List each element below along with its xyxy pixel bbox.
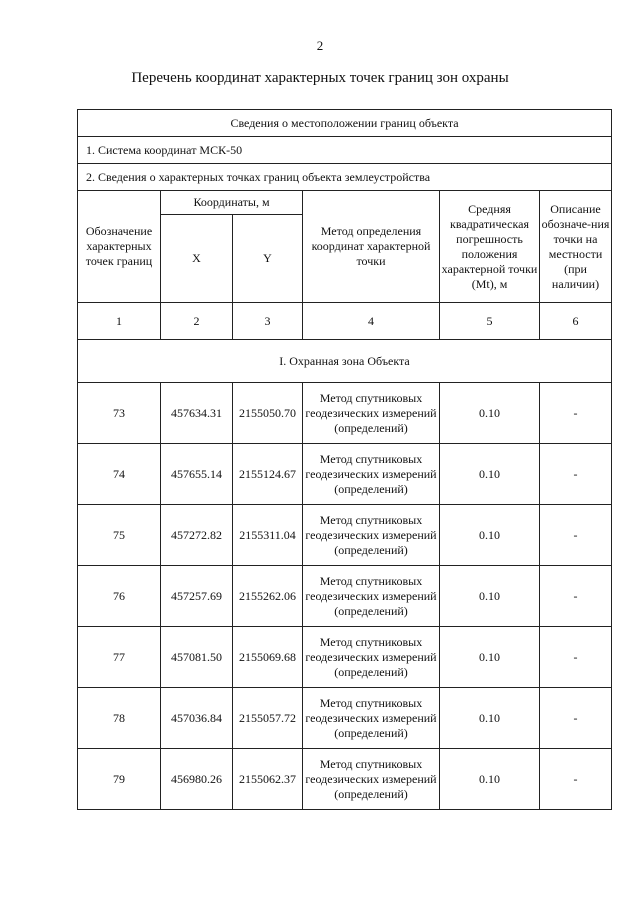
y-coordinate-cell: 2155311.04 — [233, 505, 303, 566]
y-coordinate-cell: 2155069.68 — [233, 627, 303, 688]
point-cell: 75 — [78, 505, 161, 566]
info-coord-system-cell: 1. Система координат МСК-50 — [78, 137, 612, 164]
x-coordinate-cell: 456980.26 — [161, 749, 233, 810]
info-row-coord-system — [78, 137, 612, 164]
column-number: 1 — [78, 303, 161, 340]
table-row — [78, 627, 612, 688]
column-numbers-row — [78, 303, 612, 340]
info-points-cell: 2. Сведения о характерных точках границ объекта землеустройства — [78, 164, 612, 191]
error-cell: 0.10 — [440, 383, 540, 444]
y-coordinate-cell: 2155050.70 — [233, 383, 303, 444]
point-cell: 74 — [78, 444, 161, 505]
x-coordinate-cell: 457257.69 — [161, 566, 233, 627]
header-x: X — [161, 215, 233, 303]
point-cell: 78 — [78, 688, 161, 749]
description-cell: - — [540, 444, 612, 505]
header-method: Метод определения координат характерной точки — [303, 191, 440, 303]
info-row-location — [78, 110, 612, 137]
error-cell: 0.10 — [440, 627, 540, 688]
header-row — [78, 191, 612, 215]
x-coordinate-cell: 457634.31 — [161, 383, 233, 444]
method-cell: Метод спутниковых геодезических измерений (определений) — [303, 688, 440, 749]
table-row — [78, 505, 612, 566]
description-cell: - — [540, 688, 612, 749]
point-cell: 77 — [78, 627, 161, 688]
error-cell: 0.10 — [440, 505, 540, 566]
description-cell: - — [540, 383, 612, 444]
coordinates-table — [77, 109, 612, 810]
description-cell: - — [540, 505, 612, 566]
y-coordinate-cell: 2155062.37 — [233, 749, 303, 810]
column-number: 2 — [161, 303, 233, 340]
point-cell: 79 — [78, 749, 161, 810]
table-row — [78, 688, 612, 749]
method-cell: Метод спутниковых геодезических измерений (определений) — [303, 627, 440, 688]
point-cell: 73 — [78, 383, 161, 444]
error-cell: 0.10 — [440, 688, 540, 749]
info-location-cell: Сведения о местоположении границ объекта — [78, 110, 612, 137]
y-coordinate-cell: 2155124.67 — [233, 444, 303, 505]
error-cell: 0.10 — [440, 444, 540, 505]
error-cell: 0.10 — [440, 566, 540, 627]
point-cell: 76 — [78, 566, 161, 627]
page-number: 2 — [316, 38, 324, 53]
table-row — [78, 444, 612, 505]
info-row-points — [78, 164, 612, 191]
column-number: 5 — [440, 303, 540, 340]
column-number: 6 — [540, 303, 612, 340]
method-cell: Метод спутниковых геодезических измерений (определений) — [303, 505, 440, 566]
section-title: I. Охранная зона Объекта — [78, 340, 612, 383]
x-coordinate-cell: 457272.82 — [161, 505, 233, 566]
x-coordinate-cell: 457655.14 — [161, 444, 233, 505]
header-y: Y — [233, 215, 303, 303]
table-row — [78, 566, 612, 627]
description-cell: - — [540, 749, 612, 810]
column-number: 3 — [233, 303, 303, 340]
table-row — [78, 383, 612, 444]
method-cell: Метод спутниковых геодезических измерений (определений) — [303, 749, 440, 810]
x-coordinate-cell: 457036.84 — [161, 688, 233, 749]
method-cell: Метод спутниковых геодезических измерений (определений) — [303, 444, 440, 505]
column-number: 4 — [303, 303, 440, 340]
method-cell: Метод спутниковых геодезических измерений (определений) — [303, 383, 440, 444]
y-coordinate-cell: 2155262.06 — [233, 566, 303, 627]
section-row — [78, 340, 612, 383]
description-cell: - — [540, 566, 612, 627]
header-description: Описание обозначе-ния точки на местности (при наличии) — [540, 191, 612, 303]
error-cell: 0.10 — [440, 749, 540, 810]
header-coords: Координаты, м — [161, 191, 303, 215]
document-title: Перечень координат характерных точек границ зон охраны — [131, 70, 509, 86]
y-coordinate-cell: 2155057.72 — [233, 688, 303, 749]
header-error: Средняя квадратическая погрешность положения характерной точки (Mt), м — [440, 191, 540, 303]
method-cell: Метод спутниковых геодезических измерений (определений) — [303, 566, 440, 627]
x-coordinate-cell: 457081.50 — [161, 627, 233, 688]
description-cell: - — [540, 627, 612, 688]
header-point: Обозначение характерных точек границ — [78, 191, 161, 303]
table-row — [78, 749, 612, 810]
